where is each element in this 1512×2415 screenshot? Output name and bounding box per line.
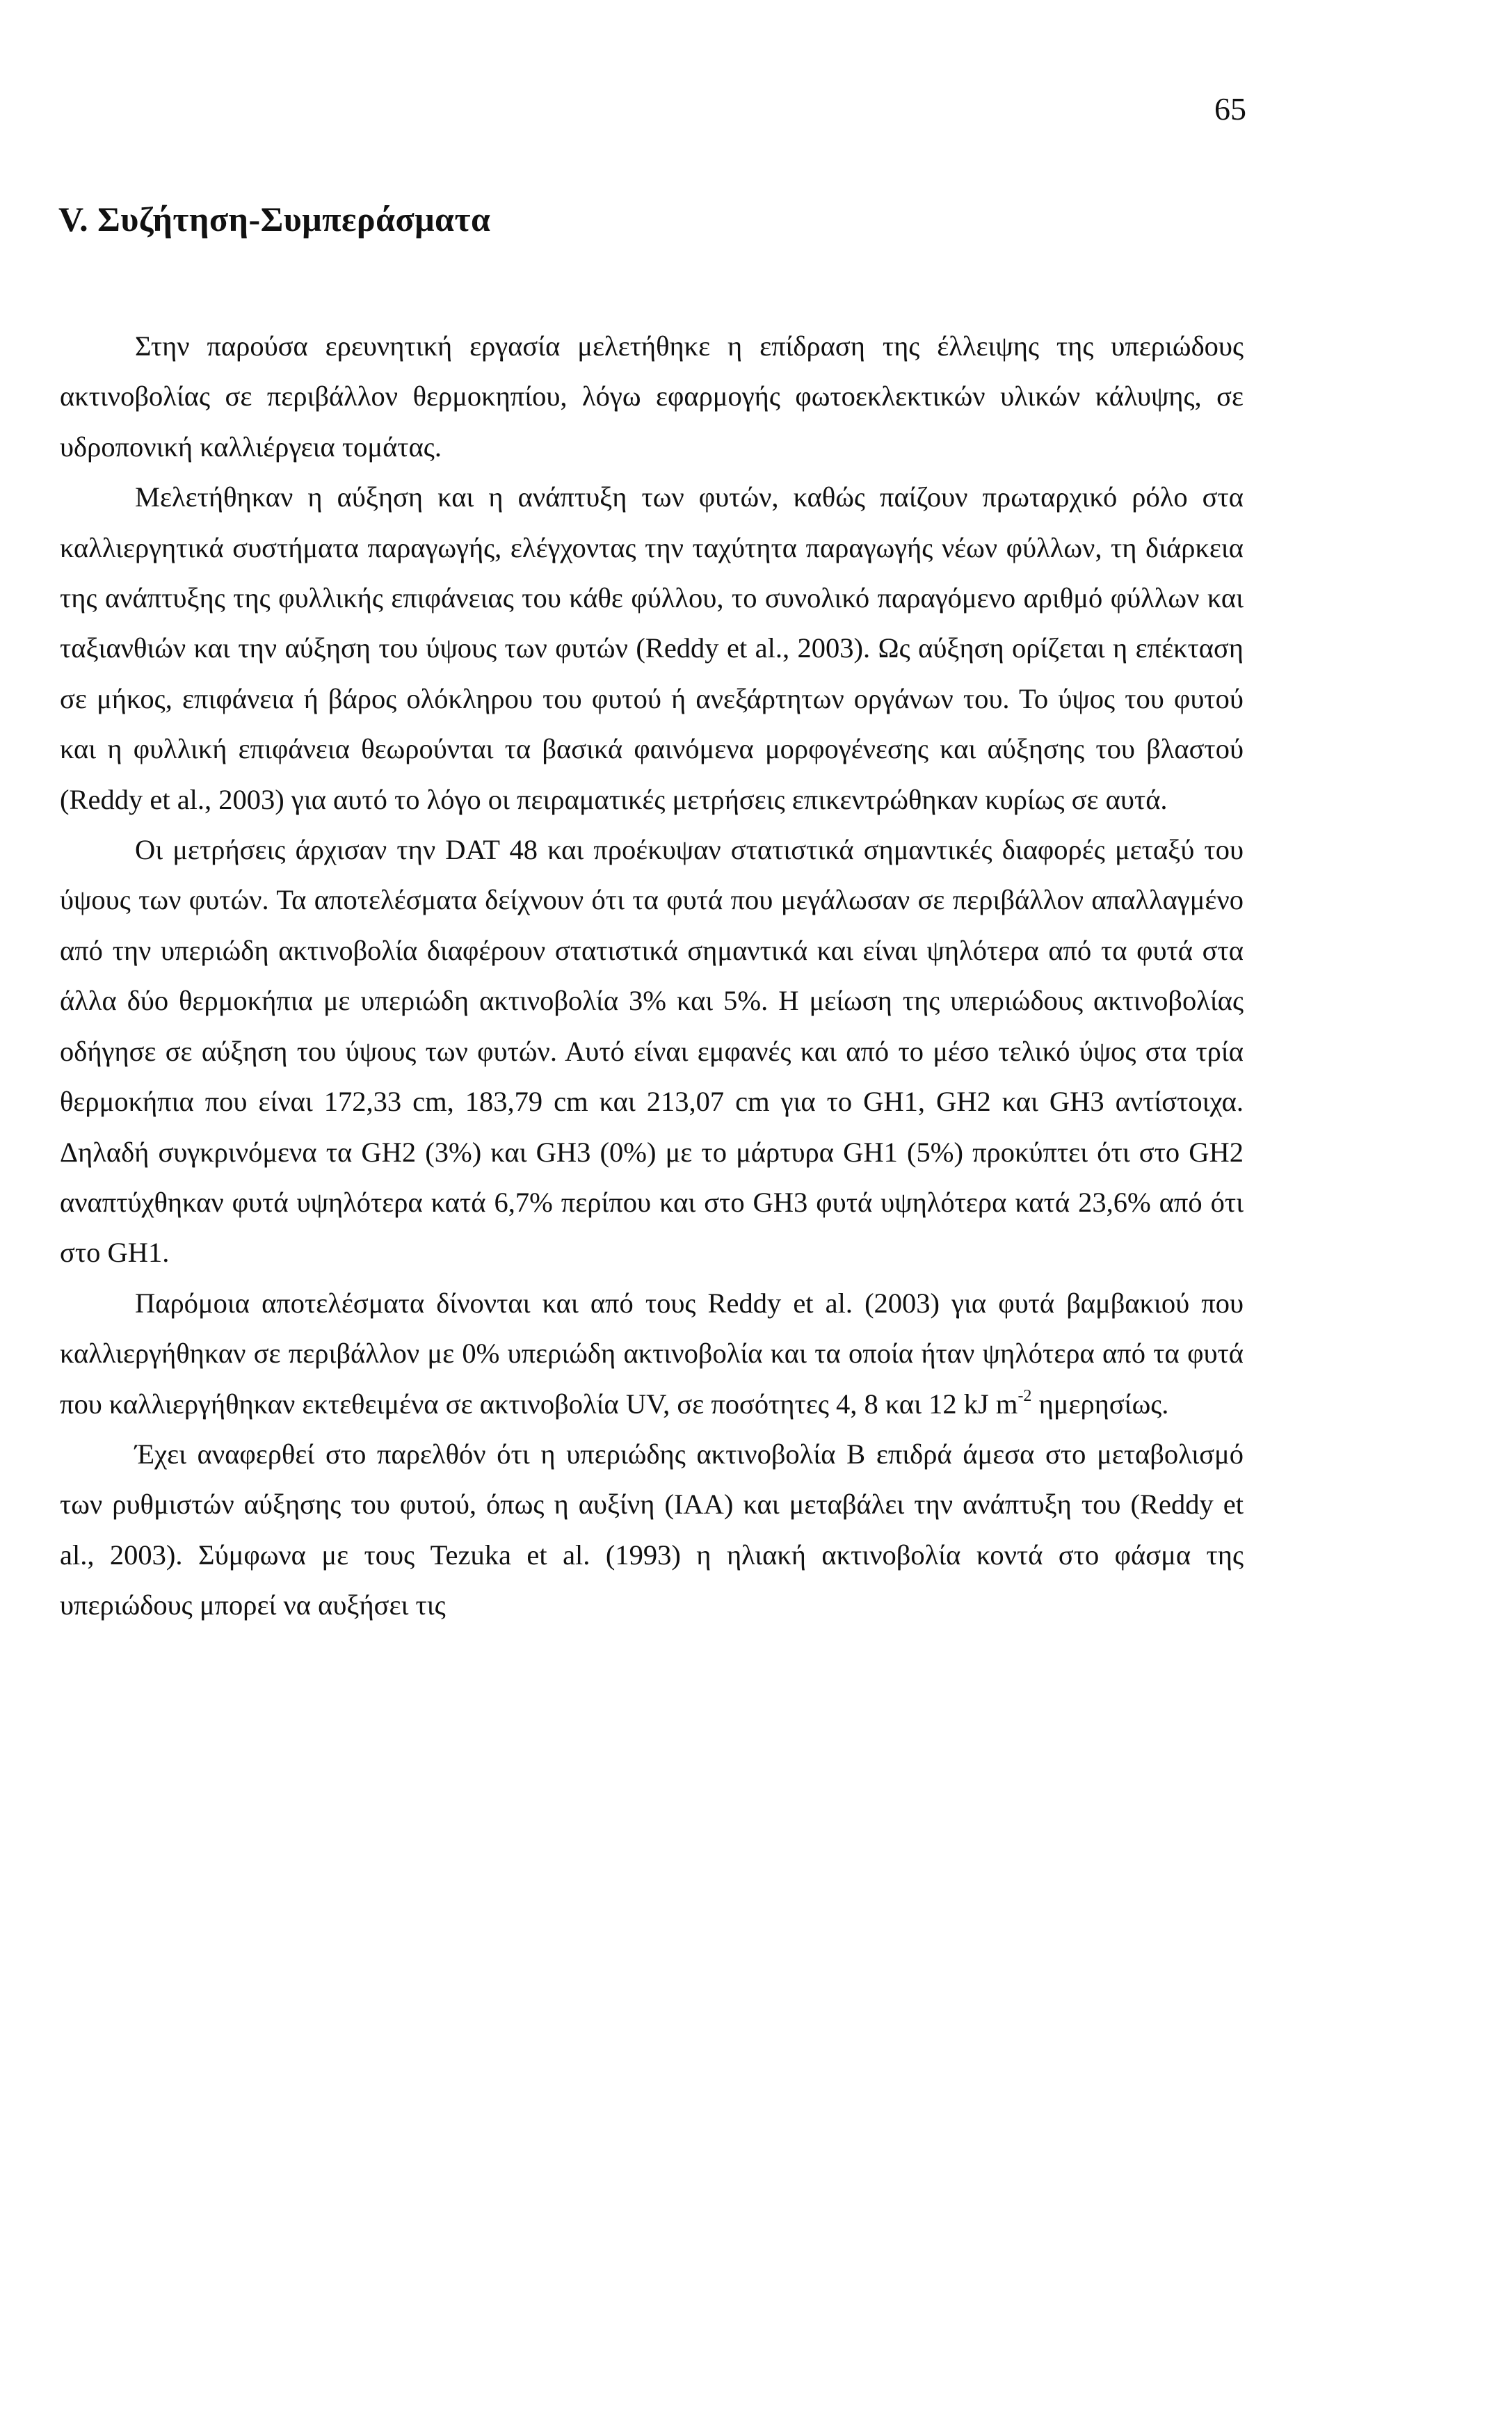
paragraph-growth: Μελετήθηκαν η αύξηση και η ανάπτυξη των φυτών, καθώς παίζουν πρωταρχικό ρόλο στα καλλιεργητικά συστήματα παραγωγής, ελέγχοντας την ταχύτητα παραγωγής νέων φύλλων, τη διάρκεια της ανάπτυξης της φυλλικής επιφάνειας του κάθε φύλλου, το συνολικό παραγόμενο αριθμό φύλλων και ταξιανθιών και την αύξηση του ύψους των φυτών (Reddy et al., 2003). Ως αύξηση ορίζεται η επέκταση σε μήκος, επιφάνεια ή βάρος ολόκληρου του φυτού ή ανεξάρτητων οργάνων του. Το ύψος του φυτού και η φυλλική επιφάνεια θεωρούνται τα βασικά φαινόμενα μορφογένεσης και αύξησης του βλαστού (Reddy et al., 2003) για αυτό το λόγο οι πειραματικές μετρήσεις επικεντρώθηκαν κυρίως σε αυτά. — [60, 481, 1244, 815]
section-title: V. Συζήτηση-Συμπεράσματα — [58, 200, 491, 239]
paragraph-measurements: Οι μετρήσεις άρχισαν την DAT 48 και προέκυψαν στατιστικά σημαντικές διαφορές μεταξύ του ύψους των φυτών. Τα αποτελέσματα δείχνουν ότι τα φυτά που μεγάλωσαν σε περιβάλλον απαλλαγμένο από την υπεριώδη ακτινοβολία διαφέρουν στατιστικά σημαντικά και είναι ψηλότερα από τα φυτά στα άλλα δύο θερμοκήπια με υπεριώδη ακτινοβολία 3% και 5%. Η μείωση της υπεριώδους ακτινοβολίας οδήγησε σε αύξηση του ύψους των φυτών. Αυτό είναι εμφανές και από το μέσο τελικό ύψος στα τρία θερμοκήπια που είναι 172,33 cm, 183,79 cm και 213,07 cm για το GH1, GH2 και GH3 αντίστοιχα. Δηλαδή συγκρινόμενα τα GH2 (3%) και GH3 (0%) με το μάρτυρα GH1 (5%) προκύπτει ότι στο GH2 αναπτύχθηκαν φυτά υψηλότερα κατά 6,7% περίπου και στο GH3 φυτά υψηλότερα κατά 23,6% από ότι στο GH1. — [60, 834, 1244, 1269]
unit-superscript: -2 — [1018, 1386, 1032, 1405]
paragraph-intro: Στην παρούσα ερευνητική εργασία μελετήθηκε η επίδραση της έλλειψης της υπεριώδους ακτινοβολίας σε περιβάλλον θερμοκηπίου, λόγω εφαρμογής φωτοεκλεκτικών υλικών κάλυψης, σε υδροπονική καλλιέργεια τομάτας. — [60, 330, 1244, 463]
paragraph-uvb-effects: Έχει αναφερθεί στο παρελθόν ότι η υπεριώδης ακτινοβολία Β επιδρά άμεσα στο μεταβολισμό των ρυθμιστών αύξησης του φυτού, όπως η αυξίνη (IAA) και μεταβάλει την ανάπτυξη του (Reddy et al., 2003). Σύμφωνα με τους Tezuka et al. (1993) η ηλιακή ακτινοβολία κοντά στο φάσμα της υπεριώδους μπορεί να αυξήσει τις — [60, 1438, 1244, 1621]
paragraph-reddy-text-after: ημερησίως. — [1031, 1388, 1169, 1420]
paragraph-reddy-results — [60, 1278, 1244, 1429]
paragraph-reddy-text-before: Παρόμοια αποτελέσματα δίνονται και από τους Reddy et al. (2003) για φυτά βαμβακιού που καλλιεργήθηκαν σε περιβάλλον με 0% υπεριώδη ακτινοβολία και τα οποία ήταν ψηλότερα από τα φυτά που καλλιεργήθηκαν εκτεθειμένα σε ακτινοβολία UV, σε ποσότητες 4, 8 και 12 kJ m — [60, 1287, 1244, 1420]
body-text — [60, 321, 1244, 1631]
page-number: 65 — [1214, 91, 1246, 127]
